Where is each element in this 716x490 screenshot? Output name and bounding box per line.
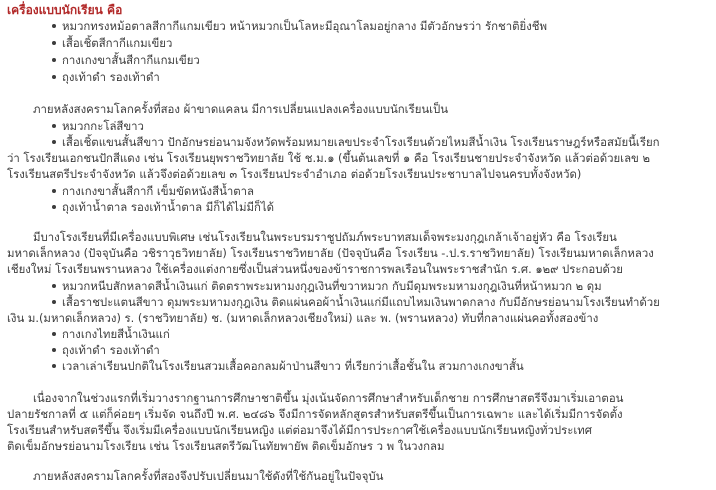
list-item: หมวกกะโล่สีขาว (62, 119, 144, 133)
paragraph-line: เชียงใหม่ โรงเรียนพรานหลวง ใช้เครื่องแต่งกายซึ่งเป็นส่วนหนึ่งของข้าราชการพลเรือนในพระราชสำนัก ร.ศ. ๑๒๙ ประกอบด้วย (7, 262, 623, 276)
list-item-continuation: โรงเรียนสตรีประจำจังหวัด แล้วจึงต่อด้วยเลข ๓ โรงเรียนประจำอำเภอ ต่อด้วยโรงเรียนประชาบาลไปจนครบทั้งจังหวัด) (7, 167, 582, 181)
list-item: เสื้อเชิ้ตแขนสั้นสีขาว ปักอักษรย่อนามจังหวัดพร้อมหมายเลขประจำโรงเรียนด้วยไหมสีน้ำเงิน โรงเรียนราษฎร์หรือสมัยนี้เรียก (62, 135, 660, 149)
paragraph-line: โรงเรียนสำหรับสตรีขึ้น จึงเริ่มมีเครื่องแบบนักเรียนหญิง แต่ต่อมาจึงได้มีการประกาศใช้เครื่องแบบนักเรียนหญิงทั่วประเทศ (7, 423, 593, 437)
list-item: กางเกงไทยสีน้ำเงินแก่ (62, 327, 170, 341)
list-item: เสื้อเชิ้ตสีกากีแกมเขียว (62, 36, 173, 50)
paragraph-line: เนื่องจากในช่วงแรกที่เริ่มวางรากฐานการศึกษาชาติขึ้น มุ่งเน้นจัดการศึกษาสำหรับเด็กชาย การศึกษาสตรีจึงมาเริ่มเอาตอน (33, 391, 624, 405)
paragraph-line: ติดเข็มอักษรย่อนามโรงเรียน เช่น โรงเรียนสตรีวัฒโนทัยพายัพ ติดเข็มอักษร ว พ ในวงกลม (7, 439, 445, 453)
list-item: กางเกงขาสั้นสีกากีแกมเขียว (62, 53, 200, 67)
list-item: เสื้อราชปะแตนสีขาว ดุมพระมหามงกุฎเงิน ติดแผ่นคอผ้าน้ำเงินแก่มีแถบไหมเงินพาดกลาง กับมีอักษรย่อนามโรงเรียนทำด้วย (62, 295, 660, 309)
list-item: หมวกทรงหม้อตาลสีกากีแกมเขียว หน้าหมวกเป็นโลหะมีอุณาโลมอยู่กลาง มีตัวอักษรว่า รักชาติยิ่งชีพ (62, 19, 548, 33)
closing-paragraph: ภายหลังสงครามโลกครั้งที่สองจึงปรับเปลี่ยนมาใช้ดังที่ใช้กันอยู่ในปัจจุบัน (33, 469, 384, 483)
list-item: ถุงเท้าดำ รองเท้าดำ (62, 70, 160, 84)
list-item-continuation: ว่า โรงเรียนเอกชนปักสีแดง เช่น โรงเรียนยุพราชวิทยาลัย ใช้ ช.ม.๑ (ขึ้นต้นเลขที่ ๑ คือ โรงเรียนชายประจำจังหวัด แล้วต่อด้วยเลข ๒ (7, 151, 650, 165)
paragraph-line: ปลายรัชกาลที่ ๕ แต่ก็ค่อยๆ เริ่มจัด จนถึงปี พ.ศ. ๒๔๘๖ จึงมีการจัดหลักสูตรสำหรับสตรีขึ้นเป็นการเฉพาะ และได้เริ่มมีการจัดตั้ง (7, 407, 623, 421)
list-item: หมวกหนีบสักหลาดสีน้ำเงินแก่ ติดตราพระมหามงกุฎเงินที่ขวาหมวก กับมีดุมพระมหามงกุฎเงินที่หน้าหมวก ๒ ดุม (62, 279, 602, 293)
list-item: ถุงเท้าน้ำตาล รองเท้าน้ำตาล มีก็ได้ไม่มีก็ได้ (62, 200, 275, 214)
paragraph-line: มหาดเล็กหลวง (ปัจจุบันคือ วชิราวุธวิทยาลัย) โรงเรียนราชวิทยาลัย (ปัจจุบันคือ โรงเรียน -.ป.ร.ราชวิทยาลัย) โรงเรียนมหาดเล็กหลวง (7, 246, 654, 260)
list-item: กางเกงขาสั้นสีกากี เข็มขัดหนังสีน้ำตาล (62, 184, 255, 198)
list-item-continuation: เงิน ม.(มหาดเล็กหลวง) ร. (ราชวิทยาลัย) ช. (มหาดเล็กหลวงเชียงใหม่) และ พ. (พรานหลวง) ทับที่กลางแผ่นคอทั้งสองข้าง (7, 311, 599, 325)
list-item: ถุงเท้าดำ รองเท้าดำ (62, 343, 160, 357)
page-title: เครื่องแบบนักเรียน คือ (7, 3, 123, 17)
list-item: เวลาเล่าเรียนปกติในโรงเรียนสวมเสื้อคอกลมผ้าป่านสีขาว ที่เรียกว่าเสื้อชั้นใน สวมกางเกงขาสั้น (62, 359, 524, 373)
paragraph-line: มีบางโรงเรียนที่มีเครื่องแบบพิเศษ เช่นโรงเรียนในพระบรมราชูปถัมภ์พระบาทสมเด็จพระมงกุฎเกล้าเจ้าอยู่หัว คือ โรงเรียน (33, 230, 617, 244)
paragraph-intro: ภายหลังสงครามโลกครั้งที่สอง ผ้าขาดแคลน มีการเปลี่ยนแปลงเครื่องแบบนักเรียนเป็น (33, 102, 449, 116)
